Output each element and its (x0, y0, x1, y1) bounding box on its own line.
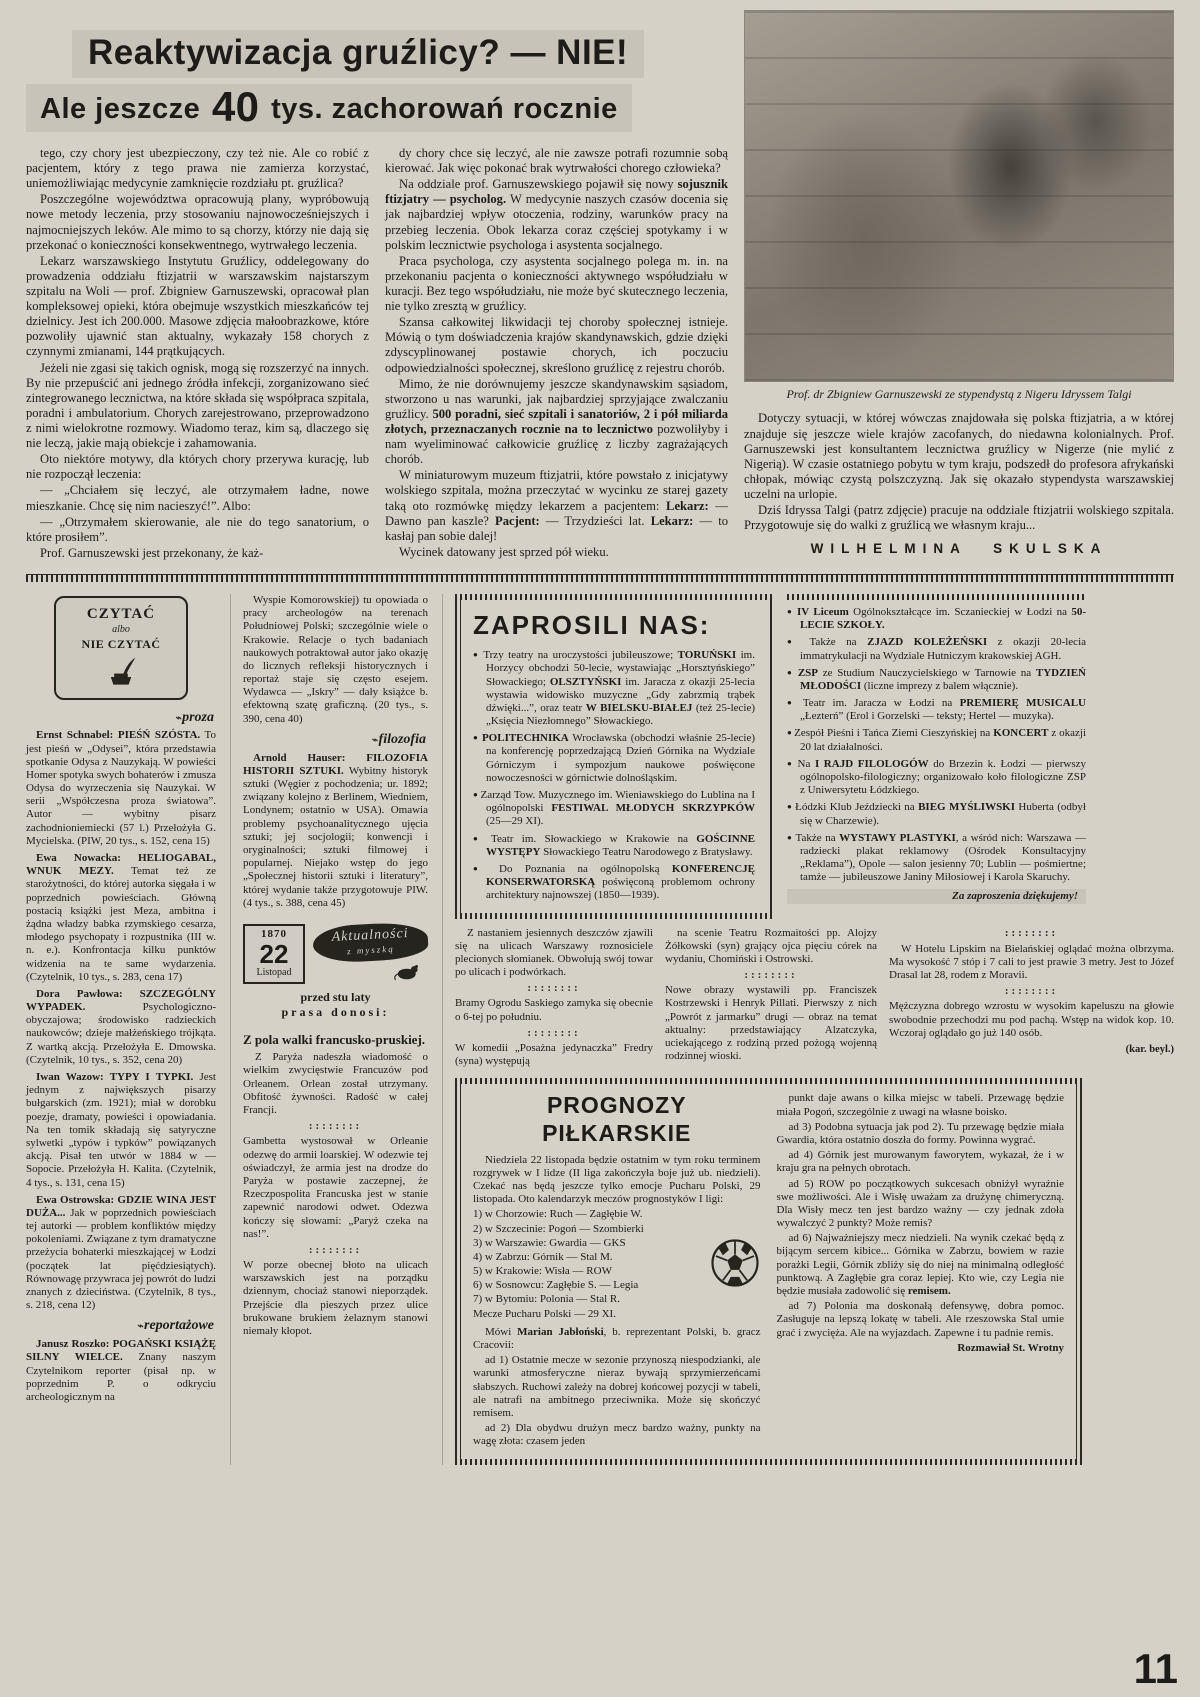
fixture-row: 2) w Szczecinie: Pogoń — Szombierki (473, 1222, 644, 1235)
headline-sub-post: tys. zachorowań rocznie (271, 93, 618, 125)
book-review: Ernst Schnabel: PIEŚŃ SZÓSTA. To jest pieśń w „Odysei”, która przedstawia spotkanie Odysa z Nauzykają. W powieści Homer spotyka swych bohaterów i zmusza Odysa do wyrzeczenia się Nauzykai. W serii „Współczesna proza światowa”. Autor — wybitny pisarz zachodnioniemiecki (57 l.) Przełożyła G. Mycielska. (PIW, 20 tys., s. 152, cena 15) (26, 729, 216, 847)
news-paragraph: :::::::: Mężczyzna dobrego wzrostu w wysokim kapeluszu na głowie swobodnie przechodzi mu pod pachą. Wstęp na widok kop. 10. Wczoraj oglądało go już 140 osób. (889, 985, 1174, 1040)
paragraph: Dotyczy sytuacji, w której wówczas znajdowała się polska ftizjatria, a w której znajduje się jeszcze wiele krajów zacofanych, do niedawna kolonialnych. Prof. Garnuszewski jest konsultantem lecznictwa gruźlicy w Nigerze (nie mylić z Nigerią). W czasie ostatniego pobytu w tym kraju, podszedł do profesora afrykański chłopak, mówiąc czystą polszczyzną. Jak się okazało stypendysta warszawskiej uczelni na urlopie. (744, 411, 1174, 501)
headline-sub (26, 84, 632, 132)
paragraph: — „Otrzymałem skierowanie, ale nie do tego sanatorium, o które prosiłem”. (26, 514, 369, 544)
paragraph: W miniaturowym muzeum ftizjatrii, które powstało z inicjatywy wolskiego szpitala, można przeczytać w wycinku ze starej gazety taką oto rozmówkę między lekarzem a pacjentem: Lekarz: — Dawno pan kaszle? Pacjent: — Trzydzieści lat. Lekarz: — to kasłaj pan sobie dalej! (385, 468, 729, 543)
czytac-badge-line2: albo (112, 623, 130, 635)
inkwell-icon (104, 679, 138, 691)
kicker-line1: przed stu laty (300, 989, 371, 1004)
zaprosili-title: ZAPROSILI NAS: (473, 609, 711, 640)
book-review: Janusz Roszko: POGAŃSKI KSIĄŻĘ SILNY WIELCE. Znany naszym Czytelnikom reporter (pisał np. w poprzednim P. o odkryciu archeologicznym na (26, 1338, 216, 1403)
book-review: Arnold Hauser: FILOZOFIA HISTORII SZTUKI. Wybitny historyk sztuki (Węgier z pochodzenia; ur. 1892; związany kolejno z Berlinem, Wiedniem, Londynem; ostatnio w USA). Omawia problemy psychoanalitycznego ujęcia sztuki; jej socjologii; konwencji i oryginalności; sztuki filmowej i popularnej. Niejako wstęp do jego „Społecznej historii sztuki i literatury”, której wydanie także przygotowuje PIW. (4 tys., s. 388, cena 45) (243, 751, 428, 909)
paragraph: Prof. Garnuszewski jest przekonany, że każ- (40, 545, 264, 560)
photo (744, 10, 1174, 382)
list-item: ● POLITECHNIKA Wrocławska (obchodzi właśnie 25-lecie) na konferencję poprzedzającą Dzień Górnika na Wydziale Górniczym i sympozjum naukowe poświęcone nowoczesności w górnictwie dolnośląskim. (473, 732, 755, 785)
thanks-line: Za zaproszenia dziękujemy! (787, 889, 1086, 904)
prognozy-title: PROGNOZY PIŁKARSKIE (542, 1092, 692, 1146)
review-continuation (243, 594, 428, 726)
book-review: Ewa Nowacka: HELIOGABAL, WNUK MEZY. Temat też ze starożytności, do której autorka sięgała i w poprzednich powieściach. Główną postacią książki jest Meza, ambitna i żądna władzy babka rzymskiego cesarza, młodego psychopaty i rozpustnika (III w. n. e.). Konfrontacja kilku punktów widzenia na te same wydarzenia. (Czytelnik, 10 tys., s. 283, cena 17) (26, 852, 217, 983)
fixture-row: 3) w Warszawie: Gwardia — GKS (473, 1236, 626, 1249)
prognozy-left-column (473, 1092, 761, 1450)
zaprosili-box (455, 594, 773, 919)
photo-caption: Prof. dr Zbigniew Garnuszewski ze stypendystą z Nigeru Idryssem Talgi (786, 387, 1132, 401)
aktualnosci-badge (312, 921, 429, 964)
czytac-badge-line1: CZYTAĆ (86, 605, 156, 622)
date-day: 22 (259, 939, 289, 970)
books-column (26, 594, 216, 1465)
article-column-3 (744, 411, 1174, 533)
news-paragraph: Z nastaniem jesiennych deszczów zjawili się na ulicach Warszawy roznosiciele plecionych słomianek. Obwołują swój towar po ulicach i podwórkach. (455, 926, 653, 979)
aktualnosci-header (243, 924, 428, 986)
news-heading: Z pola walki francusko-pruskiej. (243, 1031, 426, 1047)
prediction-paragraph: ad 6) Najważniejszy mecz niedzieli. Na wynik czekać będą z bijącym sercem kibice... Górnika w Zabrzu, bowiem w razie porażki Legii, Górnik zbliży się do niej na minimalną odległość punktową. A Zagłębie gra coraz lepiej. Kto wie, czy Legia nie będzie musiała zadowolić się remisem. (776, 1232, 1064, 1298)
prediction-paragraph: ad 2) Dla obydwu drużyn mecz bardzo ważny, punkty na wagę złota: czasem jeden (473, 1422, 761, 1448)
prognozy-intro: Niedziela 22 listopada będzie ostatnim w tym roku terminem rozgrywek w I lidze (II liga zakończyła boje już ub. niedzieli). Czekać nas będą jeszcze tylko emocje Pucharu Polski, 29 listopada. Oto kalendarzyk meczów prognostyków I ligi: (473, 1153, 761, 1206)
paragraph: Dziś Idryssa Talgi (patrz zdjęcie) pracuje na oddziale ftizjatrii wolskiego szpitala. Przygotowuje się do walki z gruźlicą we własnym kraju... (744, 503, 1174, 533)
book-review: Ewa Ostrowska: GDZIE WINA JEST DUŻA... Jak w poprzednich powieściach tej autorki — problem konfliktów między pokoleniami. Związane z tym dramatyczne przeżycia bohaterki mieszkającej w Łodzi (początek lat pięćdziesiątych). Równowagę przywraca jej powrót do ludzi znanych z dzieciństwa. (Czytelnik, 8 tys., s. 218, cena 12) (26, 1193, 216, 1312)
paragraph: Szansa całkowitej likwidacji tej choroby społecznej istnieje. Mówią o tym doświadczenia krajów skandynawskich, gdzie dzięki zdyscyplinowanej postawie chorych, ich poczuciu odpowiedzialności społecznej, skreślono gruźlicę z rejestru chorób. (385, 315, 728, 375)
paragraph: Jeżeli nie zgasi się takich ognisk, mogą się rozszerzyć na innych. By nie przepuścić ani jednego źródła infekcji, zorganizowano sieć zintegrowanego lecznictwa, na które składa się współpraca szpitala, poradni i ambulatorium. Chorych zarejestrowano, przeprowadzono z nimi wielokrotne rozmowy. Wiadomo teraz, kim są, dlaczego się nie leczą, jakie mają obiekcje i zahamowania. (26, 360, 369, 451)
headline-number: 40 (211, 83, 260, 130)
prognozy-sign: Rozmawiał St. Wrotny (957, 1341, 1064, 1354)
proza-reviews (26, 729, 216, 1312)
news-paragraph: :::::::: W Hotelu Lipskim na Bielańskiej oglądać można olbrzyma. Ma wysokość 7 stóp i 7 cali to jest prawie 3 metry. Jest to Józef Drasal lat 28, rodem z Moravii. (889, 942, 1174, 982)
list-item: ● Zarząd Tow. Muzycznego im. Wieniawskiego do Lublina na I ogólnopolski FESTIWAL MŁODYCH SKRZYPKÓW (25—29 XI). (473, 789, 755, 829)
prognozy-left-paras (473, 1354, 761, 1448)
book-review: Wyspie Komorowskiej) tu opowiada o pracy archeologów na terenach Południowej Polski; szczególnie wiele o Krakowie. Relacje o tych badaniach naukowych potraktował autor jako okazję do licznych refleksji historycznych i reportaż staje się często esejem. Wydawca — „Iskry” — dały książce b. efektowną szatę graficzną. (20 tys., s. 390, cena 40) (243, 593, 428, 725)
book-review: Iwan Wazow: TYPY I TYPKI. Jest jednym z największych pisarzy bułgarskich (zm. 1921); miał w dorobku poezje, dramaty, powieści i opowiadania. Na ten tomik składają się satyryczne sylwetki „typów i typków” powiązanych akcją. Pisał ten utwór w 1884 w — Sopocie. Przełożyła H. Kalita. (Czytelnik, 4 tys., s. 131, cena 15) (26, 1071, 216, 1189)
comb-border (787, 594, 1086, 600)
paragraph: Poszczególne województwa opracowują plany, wypróbowują nowe metody leczenia, przy stosowaniu najnowocześniejszych i najmocniejszych leków. Ale mimo to są chorzy, którzy nie dają się przekonać o konieczności konsekwentnego, wytrwałego leczenia. (26, 192, 369, 252)
credit-line: (kar. beyl.) (1125, 1044, 1174, 1056)
date-year: 1870 (261, 927, 287, 940)
czytac-badge-line3: NIE CZYTAĆ (81, 636, 161, 651)
date-month: Listopad (256, 967, 292, 979)
mouse-icon (313, 961, 424, 985)
jablonski-lead: Mówi Marian Jabłoński, b. reprezentant Polski, b. gracz Cracovii: (473, 1325, 761, 1352)
news-paragraph: :::::::: W komedii „Posażna jedynaczka” Fredry (syna) występują (455, 1027, 653, 1069)
hotel-column (889, 927, 1174, 1071)
fixture-row: Mecze Pucharu Polski — 29 XI. (473, 1307, 616, 1320)
fixture-row: 7) w Bytomiu: Polonia — Stal R. (473, 1293, 620, 1306)
headline-main: Reaktywizacja gruźlicy? — NIE! (72, 30, 644, 78)
list-item: ● ZSP ze Studium Nauczycielskiego w Tarnowie na TYDZIEŃ MŁODOŚCI (liczne imprezy z balem włącznie). (787, 667, 1086, 693)
lower-section (0, 588, 1200, 1475)
list-item: ● Teatr im. Jaracza w Łodzi na PREMIERĘ MUSICALU „Łezterń” (Erol i Gorzelski — teksty; Hertel — muzyka). (787, 697, 1086, 723)
list-item: ● Zespół Pieśni i Tańca Ziemi Cieszyńskiej na KONCERT z okazji 20 lat działalności. (787, 727, 1086, 753)
kicker-line2: prasa donosi: (281, 1004, 390, 1019)
prediction-paragraph: ad 1) Ostatnie mecze w sezonie przynoszą niespodzianki, ale warunki atmosferyczne nieraz bywają sprzymierzeńcami słabszych. Ruchowi zależy na dobrej końcowej pozycji w tabeli, ale natrafi na ambitnego przeciwnika. Może się skończyć remisem. (473, 1354, 761, 1419)
kicker (243, 990, 428, 1020)
fixture-row: 5) w Krakowie: Wisła — ROW (473, 1265, 612, 1278)
zaprosili-right-column (787, 594, 1174, 919)
top-section (0, 0, 1200, 566)
fixtures-list (473, 1208, 703, 1322)
prediction-paragraph: ad 4) Górnik jest murowanym faworytem, wykazał, że i w kraju gra na pełnych obrotach. (776, 1149, 1064, 1175)
paragraph: Lekarz warszawskiego Instytutu Gruźlicy, oddelegowany do prowadzenia oddziału ftizjatrii w warszawskim najstarszym szpitalu na Woli — prof. Zbigniew Garnuszewski, opracował plan kompleksowej opieki, która obejmuje wszystkich mieszkańców tej dzielnicy. Jest ich 200.000. Masowe zdjęcia małoobrazkowe, które pozwoliły ujawnić stan aktualny, wykazały 158 chorych z czynnymi zmianami, 144 prątkujących. (26, 253, 369, 359)
news-paragraph: :::::::: Nowe obrazy wystawili pp. Franciszek Kostrzewski i Henryk Pillati. Pierwszy z nich „Powrót z jarmarku” drugi — obraz na temat aktualny: przedstawiający Alzatczyka, uciekającego z rodziną przed pożogą wojenną rodzinnej wioski. (665, 969, 877, 1063)
paragraph: Mimo, że nie dorównujemy jeszcze skandynawskim sąsiadom, stworzono u nas warunki, jak najbardziej sprzyjające zwalczaniu gruźlicy. 500 poradni, sieć szpitali i sanatoriów, 2 i pół miliarda złotych, przeznaczanych rocznie na to lecznictwo pozwoliłyby i nam wyeliminować całkowicie gruźlicę z liczby zagrażających chorób. (385, 376, 728, 467)
zaprosili-right-list (787, 606, 1086, 885)
fixture-row: 1) w Chorzowie: Ruch — Zagłębie W. (473, 1208, 643, 1221)
news-paragraph: na scenie Teatru Rozmaitości pp. Alojzy Żółkowski (syn) grający ojca pięciu córek na wydaniu, Chomiński i Ostrowski. (665, 926, 877, 965)
prediction-paragraph: ad 7) Polonia ma doskonałą defensywę, dobra pomoc. Zasługuje na lepszą lokatę w tabeli. Ale rzeszowska Stal umie grać i zwycięża. Ale na wyjazdach. Zapewne i tu padnie remis. (776, 1300, 1064, 1339)
book-review: Dora Pawłowa: SZCZEGÓLNY WYPADEK. Psychologiczno-obyczajowa; środowisko radzieckich naukowców; dzieje małżeńskiego trójkąta. Z wartką akcją. Przełożyła E. Dmowska. (Czytelnik, 10 tys., s. 352, cena 20) (26, 987, 216, 1066)
section-divider (26, 574, 1174, 582)
list-item: ● Teatr im. Słowackiego w Krakowie na GOŚCINNE WYSTĘPY Słowackiego Teatru Narodowego z Bratysławy. (473, 833, 755, 859)
prediction-paragraph: punkt daje awans o kilka miejsc w tabeli. Przewagę będzie miała Pogoń, szczególnie z uwagi na własne boisko. (776, 1092, 1064, 1118)
paragraph: dy chory chce się leczyć, ale nie zawsze potrafi rozumnie sobą kierować. Jak więc pokonać brak wytrwałości chorego człowieka? (385, 146, 728, 176)
zaprosili-list (473, 649, 755, 902)
list-item: ● Do Poznania na ogólnopolską KONFERENCJĘ KONSERWATORSKĄ poświęconą problemom ochrony architektury najnowszej (1850—1939). (473, 863, 755, 903)
hundred-years-ago-news (243, 1051, 428, 1338)
section-heading-filozofia: ⌁ filozofia (243, 732, 426, 749)
news-paragraph: :::::::: Bramy Ogrodu Saskiego zamyka się obecnie o 6-tej po południu. (455, 982, 653, 1024)
prognozy-right-paras (777, 1092, 1065, 1339)
prognozy-box (455, 1078, 1082, 1464)
date-box (243, 924, 305, 984)
list-item: ● IV Liceum Ogólnokształcące im. Sczanieckiej w Łodzi na 50-LECIE SZKOŁY. (787, 606, 1086, 632)
paragraph: — „Chciałem się leczyć, ale otrzymałem ładne, nowe mieszkanie. Chcę się nim nacieszyć!”. Albo: (26, 483, 369, 513)
soccer-ball-icon (709, 1237, 761, 1293)
paragraph: Na oddziale prof. Garnuszewskiego pojawił się nowy sojusznik ftizjatry — psycholog. W medycynie naszych czasów docenia się jak najbardziej wpływ otoczenia, rodziny, warunków pracy na przebieg leczenia. Obok lekarza coraz częściej spotykamy i w polskim lecznictwie psychologa i asystenta socjalnego. (385, 177, 728, 252)
prognozy-right-column (777, 1092, 1065, 1450)
teatr-column (665, 927, 877, 1071)
page-number: 11 (1133, 1645, 1178, 1692)
paragraph: Praca psychologa, czy asystenta socjalnego polega m. in. na przekonaniu pacjenta o konieczności aktywnego współudziału w kuracji. Bez tego współudziału, nie może być skutecznego leczenia, nie tylko zresztą w gruźlicy. (385, 253, 728, 314)
prediction-paragraph: ad 3) Podobna sytuacja jak pod 2). Tu przewagę będzie miała Gwardia, która ostatnio doszła do formy. Powinna wygrać. (776, 1120, 1064, 1146)
news-paragraph: Z Paryża nadeszła wiadomość o wielkim zwycięstwie Francuzów pod Orleanem. Orlean został utrzymany. Obfitość żywności. Radość w całej Francji. (243, 1051, 428, 1116)
list-item: ● Łódzki Klub Jeździecki na BIEG MYŚLIWSKI Huberta (odbył się w Charzewie). (787, 801, 1086, 827)
list-item: ● Trzy teatry na uroczystości jubileuszowe; TORUŃSKI im. Horzycy obchodzi 50-lecie, wystawiając „Horsztyńskiego” Słowackiego; OLSZTYŃSKI im. Jaracza z okazji 25-lecia wystawia widowisko muzyczne „Gdy zabrzmią trąbek dźwięki...”, oraz teatr W BIELSKU-BIAŁEJ (też 25-lecie) „Księcia Niezłomnego” Słowackiego. (473, 649, 755, 728)
news-paragraph: :::::::: W porze obecnej błoto na ulicach warszawskich jest na porządku dziennym, chociaż stanowi nieporządek. Przejście dla pieszych przez ulice brukowane brukiem żelaznym stanowi niemały kłopot. (243, 1244, 428, 1338)
second-column (230, 594, 428, 1465)
paragraph: Oto niektóre motywy, dla których chory przerywa kurację, lub nie rozpoczął leczenia: (26, 452, 369, 482)
section-heading-proza: ⌁ proza (26, 710, 214, 727)
article-column-2 (385, 146, 728, 562)
list-item: ● Także na WYSTAWY PLASTYKI, a wśród nich: Warszawa — radziecki plakat reklamowy (Ośrodek Konsultacyjny „Reklama”), Opole — salon jesienny 70; Lublin — pośmiertne; tamże — jubileuszowe Janiny Miłosiowej i Karola Skaruchy. (787, 832, 1086, 885)
section-heading-reportazowe: ⌁ reportażowe (26, 1318, 214, 1335)
aktualnosci-badge-title: Aktualności (331, 925, 410, 945)
fixture-row: 4) w Zabrzu: Górnik — Stal M. (473, 1250, 613, 1263)
main-lower-area (442, 594, 1174, 1465)
article-right-column (744, 10, 1174, 562)
hotel-news (889, 927, 1174, 1041)
author-byline: WILHELMINA SKULSKA (810, 541, 1108, 557)
paragraph: Wycinek datowany jest sprzed pół wieku. (399, 544, 609, 559)
list-item: ● Także na ZJAZD KOLEŻEŃSKI z okazji 20-lecia immatrykulacji na Wydziale Hutniczym krakowskiej AGH. (787, 636, 1086, 662)
article-column-1 (26, 146, 369, 562)
paragraph: tego, czy chory jest ubezpieczony, czy też nie. Ale co robić z pacjentem, który z tego prawa nie zamierza korzystać, uniemożliwiając medycynie zamknięcie rozdziału pt. gruźlica? (26, 146, 369, 191)
aktualnosci-badge-subtitle: z myszką (346, 943, 395, 956)
list-item: ● Na I RAJD FILOLOGÓW do Brzezin k. Łodzi — pierwszy ogólnopolsko-filologiczny; organizowało koło filologiczne ZSP z Uniwersytetu Łódzkiego. (787, 758, 1086, 798)
filozofia-reviews (243, 752, 428, 910)
lead-article (26, 10, 728, 562)
prediction-paragraph: ad 5) ROW po początkowych sukcesach obniżył wyraźnie swe możliwości. Ale i Wisłę uważam za drużynę chimeryczną. Dla Wisły mecz ten jest bardzo ważny — czy jednak zdoła wywalczyć 2 punkty? Może remis? (776, 1177, 1064, 1230)
headline-sub-pre: Ale jeszcze (40, 93, 201, 125)
czytac-badge (54, 596, 188, 700)
jesienne-column (455, 927, 653, 1071)
reportazowe-reviews (26, 1338, 216, 1404)
news-paragraph: :::::::: Gambetta wystosował w Orleanie odezwę do armii loarskiej. W odezwie tej oświadczył, że armia jest na drodze do Paryża w postawie zaczepnej, że Rzeczpospolita Francuska jest w stanie zapewnić narodowi odwet. Odezwa kończy się słowami: „Paryż czeka na nas!”. (243, 1120, 428, 1241)
fixture-row: 6) w Sosnowcu: Zagłębie S. — Legia (473, 1279, 639, 1292)
